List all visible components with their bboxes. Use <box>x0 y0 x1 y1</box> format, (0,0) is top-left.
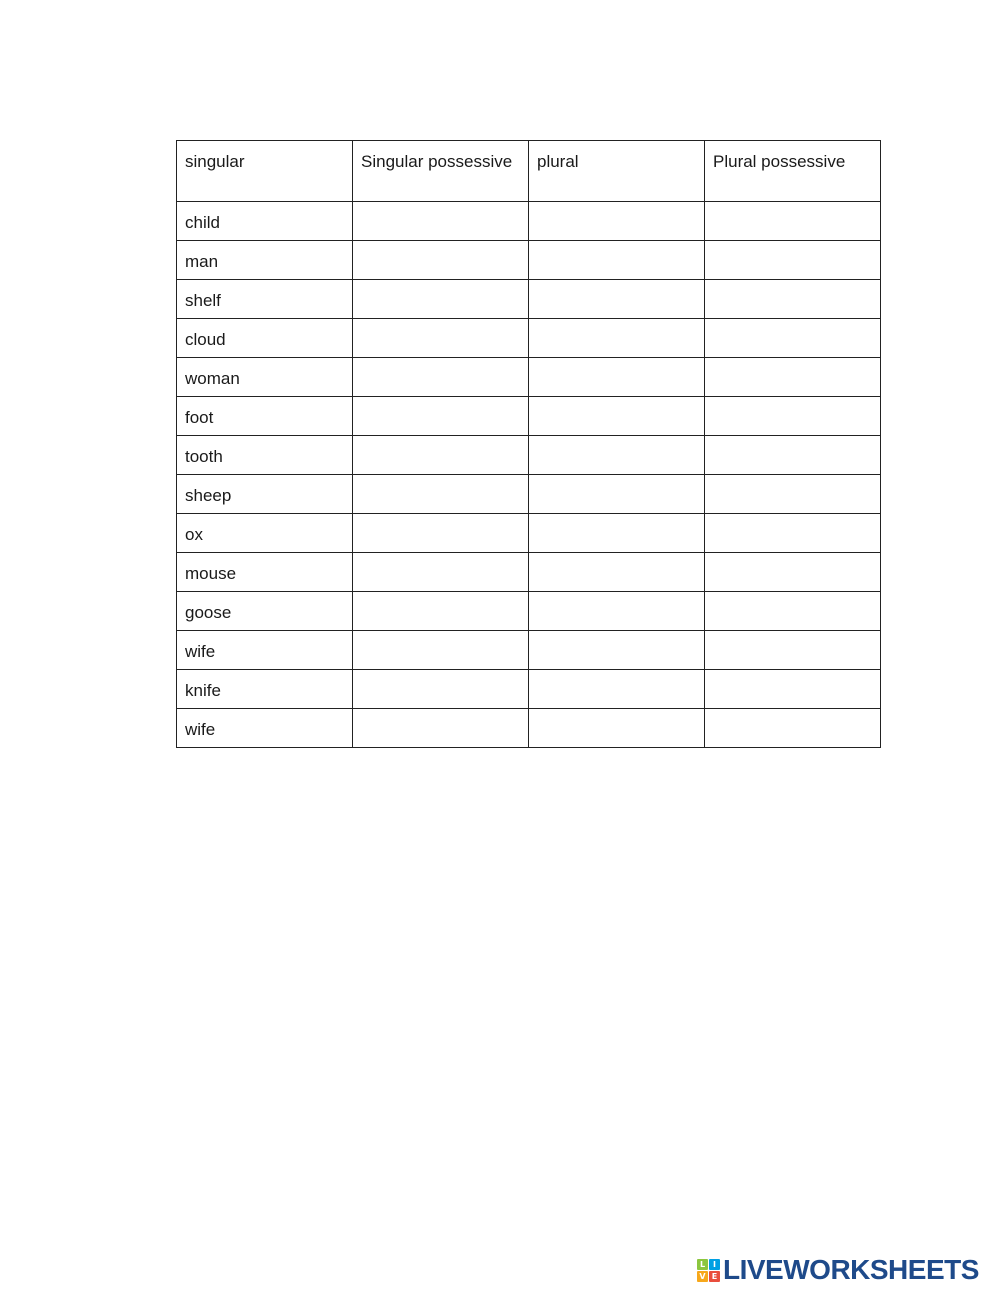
logo-text: LIVEWORKSHEETS <box>723 1254 979 1285</box>
singular-possessive-input[interactable] <box>353 475 528 513</box>
answer-cell <box>529 553 705 592</box>
plural-possessive-input[interactable] <box>705 397 880 435</box>
table-row <box>177 631 881 670</box>
answer-cell <box>353 436 529 475</box>
singular-possessive-input[interactable] <box>353 631 528 669</box>
answer-cell <box>529 514 705 553</box>
plural-possessive-input[interactable] <box>705 280 880 318</box>
answer-cell <box>529 202 705 241</box>
plural-possessive-input[interactable] <box>705 241 880 279</box>
answer-cell <box>353 202 529 241</box>
answer-cell <box>705 358 881 397</box>
answer-cell <box>705 514 881 553</box>
answer-cell <box>705 319 881 358</box>
plural-input[interactable] <box>529 670 704 708</box>
plural-possessive-input[interactable] <box>705 358 880 396</box>
answer-cell <box>529 319 705 358</box>
table-row <box>177 202 881 241</box>
plural-input[interactable] <box>529 709 704 747</box>
plural-possessive-input[interactable] <box>705 436 880 474</box>
answer-cell <box>529 397 705 436</box>
answer-cell <box>529 280 705 319</box>
singular-word: man <box>177 241 353 280</box>
table-row <box>177 670 881 709</box>
header-plural: plural <box>529 141 705 202</box>
plural-possessive-input[interactable] <box>705 592 880 630</box>
answer-cell <box>353 358 529 397</box>
header-singular: singular <box>177 141 353 202</box>
table-row <box>177 475 881 514</box>
singular-possessive-input[interactable] <box>353 514 528 552</box>
answer-cell <box>705 709 881 748</box>
answer-cell <box>353 241 529 280</box>
singular-possessive-input[interactable] <box>353 553 528 591</box>
plural-possessive-input[interactable] <box>705 670 880 708</box>
plural-input[interactable] <box>529 358 704 396</box>
logo-block-i: I <box>709 1259 720 1270</box>
plural-possessive-input[interactable] <box>705 475 880 513</box>
table-header-row <box>177 141 881 202</box>
header-singular-possessive: Singular possessive <box>353 141 529 202</box>
answer-cell <box>529 631 705 670</box>
table-row <box>177 592 881 631</box>
answer-cell <box>705 631 881 670</box>
singular-possessive-input[interactable] <box>353 358 528 396</box>
logo-block-e: E <box>709 1271 720 1282</box>
singular-word: cloud <box>177 319 353 358</box>
answer-cell <box>705 202 881 241</box>
singular-word: sheep <box>177 475 353 514</box>
table-row <box>177 241 881 280</box>
table-row <box>177 397 881 436</box>
answer-cell <box>705 592 881 631</box>
answer-cell <box>353 631 529 670</box>
singular-possessive-input[interactable] <box>353 202 528 240</box>
answer-cell <box>705 436 881 475</box>
plural-input[interactable] <box>529 436 704 474</box>
table-row <box>177 709 881 748</box>
singular-word: foot <box>177 397 353 436</box>
plural-possessive-input[interactable] <box>705 709 880 747</box>
answer-cell <box>529 592 705 631</box>
answer-cell <box>529 358 705 397</box>
logo-block-l: L <box>697 1259 708 1270</box>
worksheet-table <box>176 140 881 748</box>
table-row <box>177 553 881 592</box>
plural-input[interactable] <box>529 475 704 513</box>
answer-cell <box>353 709 529 748</box>
plural-possessive-input[interactable] <box>705 553 880 591</box>
singular-possessive-input[interactable] <box>353 709 528 747</box>
answer-cell <box>705 241 881 280</box>
singular-word: shelf <box>177 280 353 319</box>
answer-cell <box>353 319 529 358</box>
header-plural-possessive: Plural possessive <box>705 141 881 202</box>
answer-cell <box>353 553 529 592</box>
singular-possessive-input[interactable] <box>353 280 528 318</box>
singular-word: wife <box>177 709 353 748</box>
singular-possessive-input[interactable] <box>353 670 528 708</box>
table-row <box>177 319 881 358</box>
liveworksheets-logo <box>697 1255 979 1285</box>
answer-cell <box>353 397 529 436</box>
plural-input[interactable] <box>529 514 704 552</box>
singular-word: tooth <box>177 436 353 475</box>
plural-possessive-input[interactable] <box>705 631 880 669</box>
plural-input[interactable] <box>529 592 704 630</box>
answer-cell <box>529 475 705 514</box>
answer-cell <box>353 280 529 319</box>
plural-input[interactable] <box>529 202 704 240</box>
logo-block-v: V <box>697 1271 708 1282</box>
singular-word: mouse <box>177 553 353 592</box>
plural-input[interactable] <box>529 631 704 669</box>
plural-possessive-input[interactable] <box>705 514 880 552</box>
answer-cell <box>705 280 881 319</box>
answer-cell <box>705 670 881 709</box>
plural-input[interactable] <box>529 553 704 591</box>
singular-possessive-input[interactable] <box>353 397 528 435</box>
singular-word: child <box>177 202 353 241</box>
plural-possessive-input[interactable] <box>705 202 880 240</box>
answer-cell <box>353 670 529 709</box>
singular-word: knife <box>177 670 353 709</box>
answer-cell <box>353 514 529 553</box>
singular-possessive-input[interactable] <box>353 436 528 474</box>
table-row <box>177 280 881 319</box>
answer-cell <box>705 553 881 592</box>
answer-cell <box>353 475 529 514</box>
singular-word: wife <box>177 631 353 670</box>
singular-word: ox <box>177 514 353 553</box>
answer-cell <box>705 475 881 514</box>
answer-cell <box>705 397 881 436</box>
singular-possessive-input[interactable] <box>353 592 528 630</box>
plural-input[interactable] <box>529 280 704 318</box>
singular-word: goose <box>177 592 353 631</box>
table-row <box>177 358 881 397</box>
answer-cell <box>353 592 529 631</box>
answer-cell <box>529 436 705 475</box>
table-row <box>177 514 881 553</box>
logo-blocks-icon <box>697 1259 720 1282</box>
plural-input[interactable] <box>529 319 704 357</box>
answer-cell <box>529 241 705 280</box>
singular-possessive-input[interactable] <box>353 319 528 357</box>
plural-input[interactable] <box>529 241 704 279</box>
answer-cell <box>529 709 705 748</box>
answer-cell <box>529 670 705 709</box>
table-row <box>177 436 881 475</box>
singular-word: woman <box>177 358 353 397</box>
singular-possessive-input[interactable] <box>353 241 528 279</box>
plural-possessive-input[interactable] <box>705 319 880 357</box>
plural-input[interactable] <box>529 397 704 435</box>
